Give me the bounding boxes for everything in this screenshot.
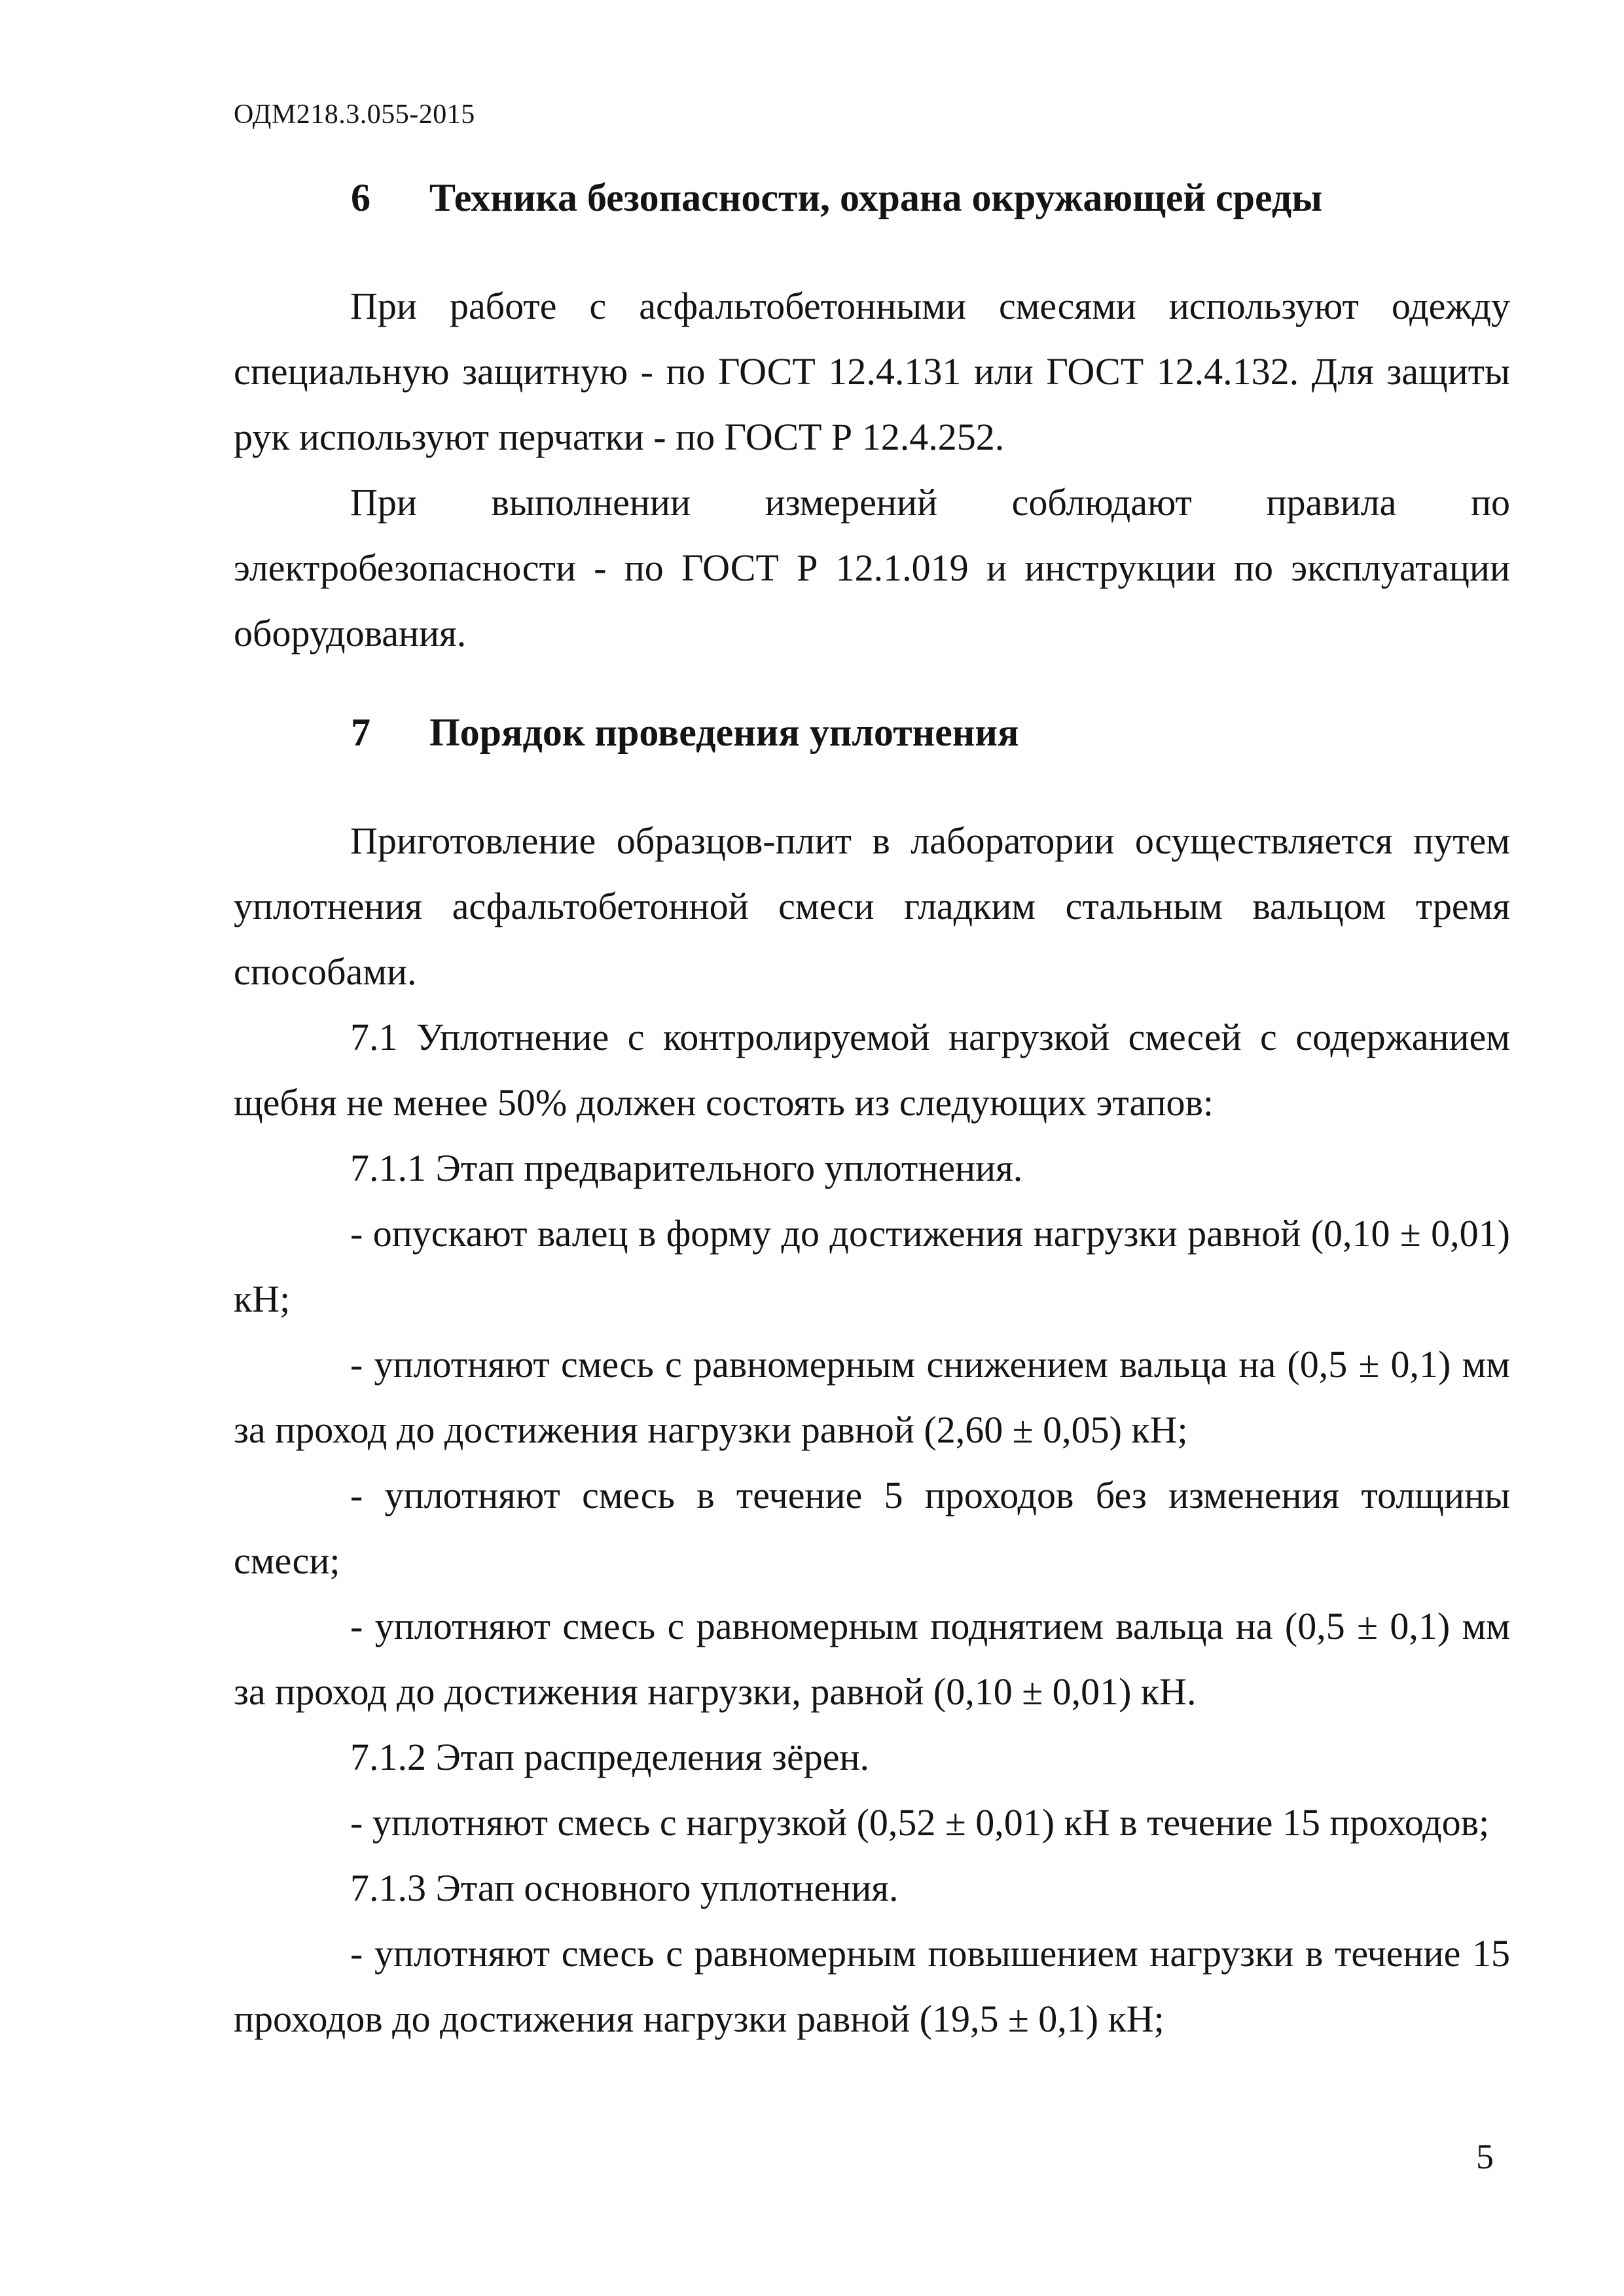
- document-code: ОДМ218.3.055-2015: [234, 99, 475, 130]
- paragraph: 7.1.2 Этап распределения зёрен.: [350, 1736, 869, 1778]
- paragraph: 7.1.1 Этап предварительного уплотнения.: [350, 1147, 1023, 1189]
- paragraph: При работе с асфальтобетонными смесями используют одежду специальную защитную - по ГОСТ 12.4.131 или ГОСТ 12.4.132. Для защиты рук используют перчатки - по ГОСТ Р 12.4.252.: [234, 285, 1510, 458]
- paragraph: 7.1 Уплотнение с контролируемой нагрузкой смесей с содержанием щебня не менее 50% должен состоять из следующих этапов:: [234, 1016, 1510, 1124]
- section-7-heading: [351, 709, 1019, 756]
- section-7-body: [234, 808, 1510, 2052]
- paragraph: - уплотняют смесь с нагрузкой (0,52 ± 0,01) кН в течение 15 проходов;: [350, 1801, 1490, 1844]
- paragraph: 7.1.3 Этап основного уплотнения.: [350, 1867, 899, 1909]
- section-6-title: Техника безопасности, охрана окружающей среды: [429, 176, 1323, 219]
- paragraph: Приготовление образцов-плит в лаборатории осуществляется путем уплотнения асфальтобетонной смеси гладким стальным вальцом тремя способами.: [234, 819, 1510, 993]
- section-7-title: Порядок проведения уплотнения: [429, 711, 1019, 754]
- paragraph: - уплотняют смесь с равномерным поднятием вальца на (0,5 ± 0,1) мм за проход до достижения нагрузки, равной (0,10 ± 0,01) кН.: [234, 1605, 1510, 1713]
- paragraph: - уплотняют смесь с равномерным повышением нагрузки в течение 15 проходов до достижения нагрузки равной (19,5 ± 0,1) кН;: [234, 1932, 1510, 2040]
- page-number: 5: [1476, 2137, 1494, 2176]
- paragraph: - уплотняют смесь в течение 5 проходов без изменения толщины смеси;: [234, 1474, 1510, 1582]
- paragraph: При выполнении измерений соблюдают правила по электробезопасности - по ГОСТ Р 12.1.019 и инструкции по эксплуатации оборудования.: [234, 481, 1510, 655]
- section-6-body: [234, 274, 1510, 666]
- section-6-number: 6: [351, 176, 370, 219]
- section-7-number: 7: [351, 711, 370, 754]
- paragraph: - уплотняют смесь с равномерным снижением вальца на (0,5 ± 0,1) мм за проход до достижения нагрузки равной (2,60 ± 0,05) кН;: [234, 1343, 1510, 1451]
- paragraph: - опускают валец в форму до достижения нагрузки равной (0,10 ± 0,01) кН;: [234, 1212, 1510, 1320]
- section-6-heading: [351, 174, 1322, 221]
